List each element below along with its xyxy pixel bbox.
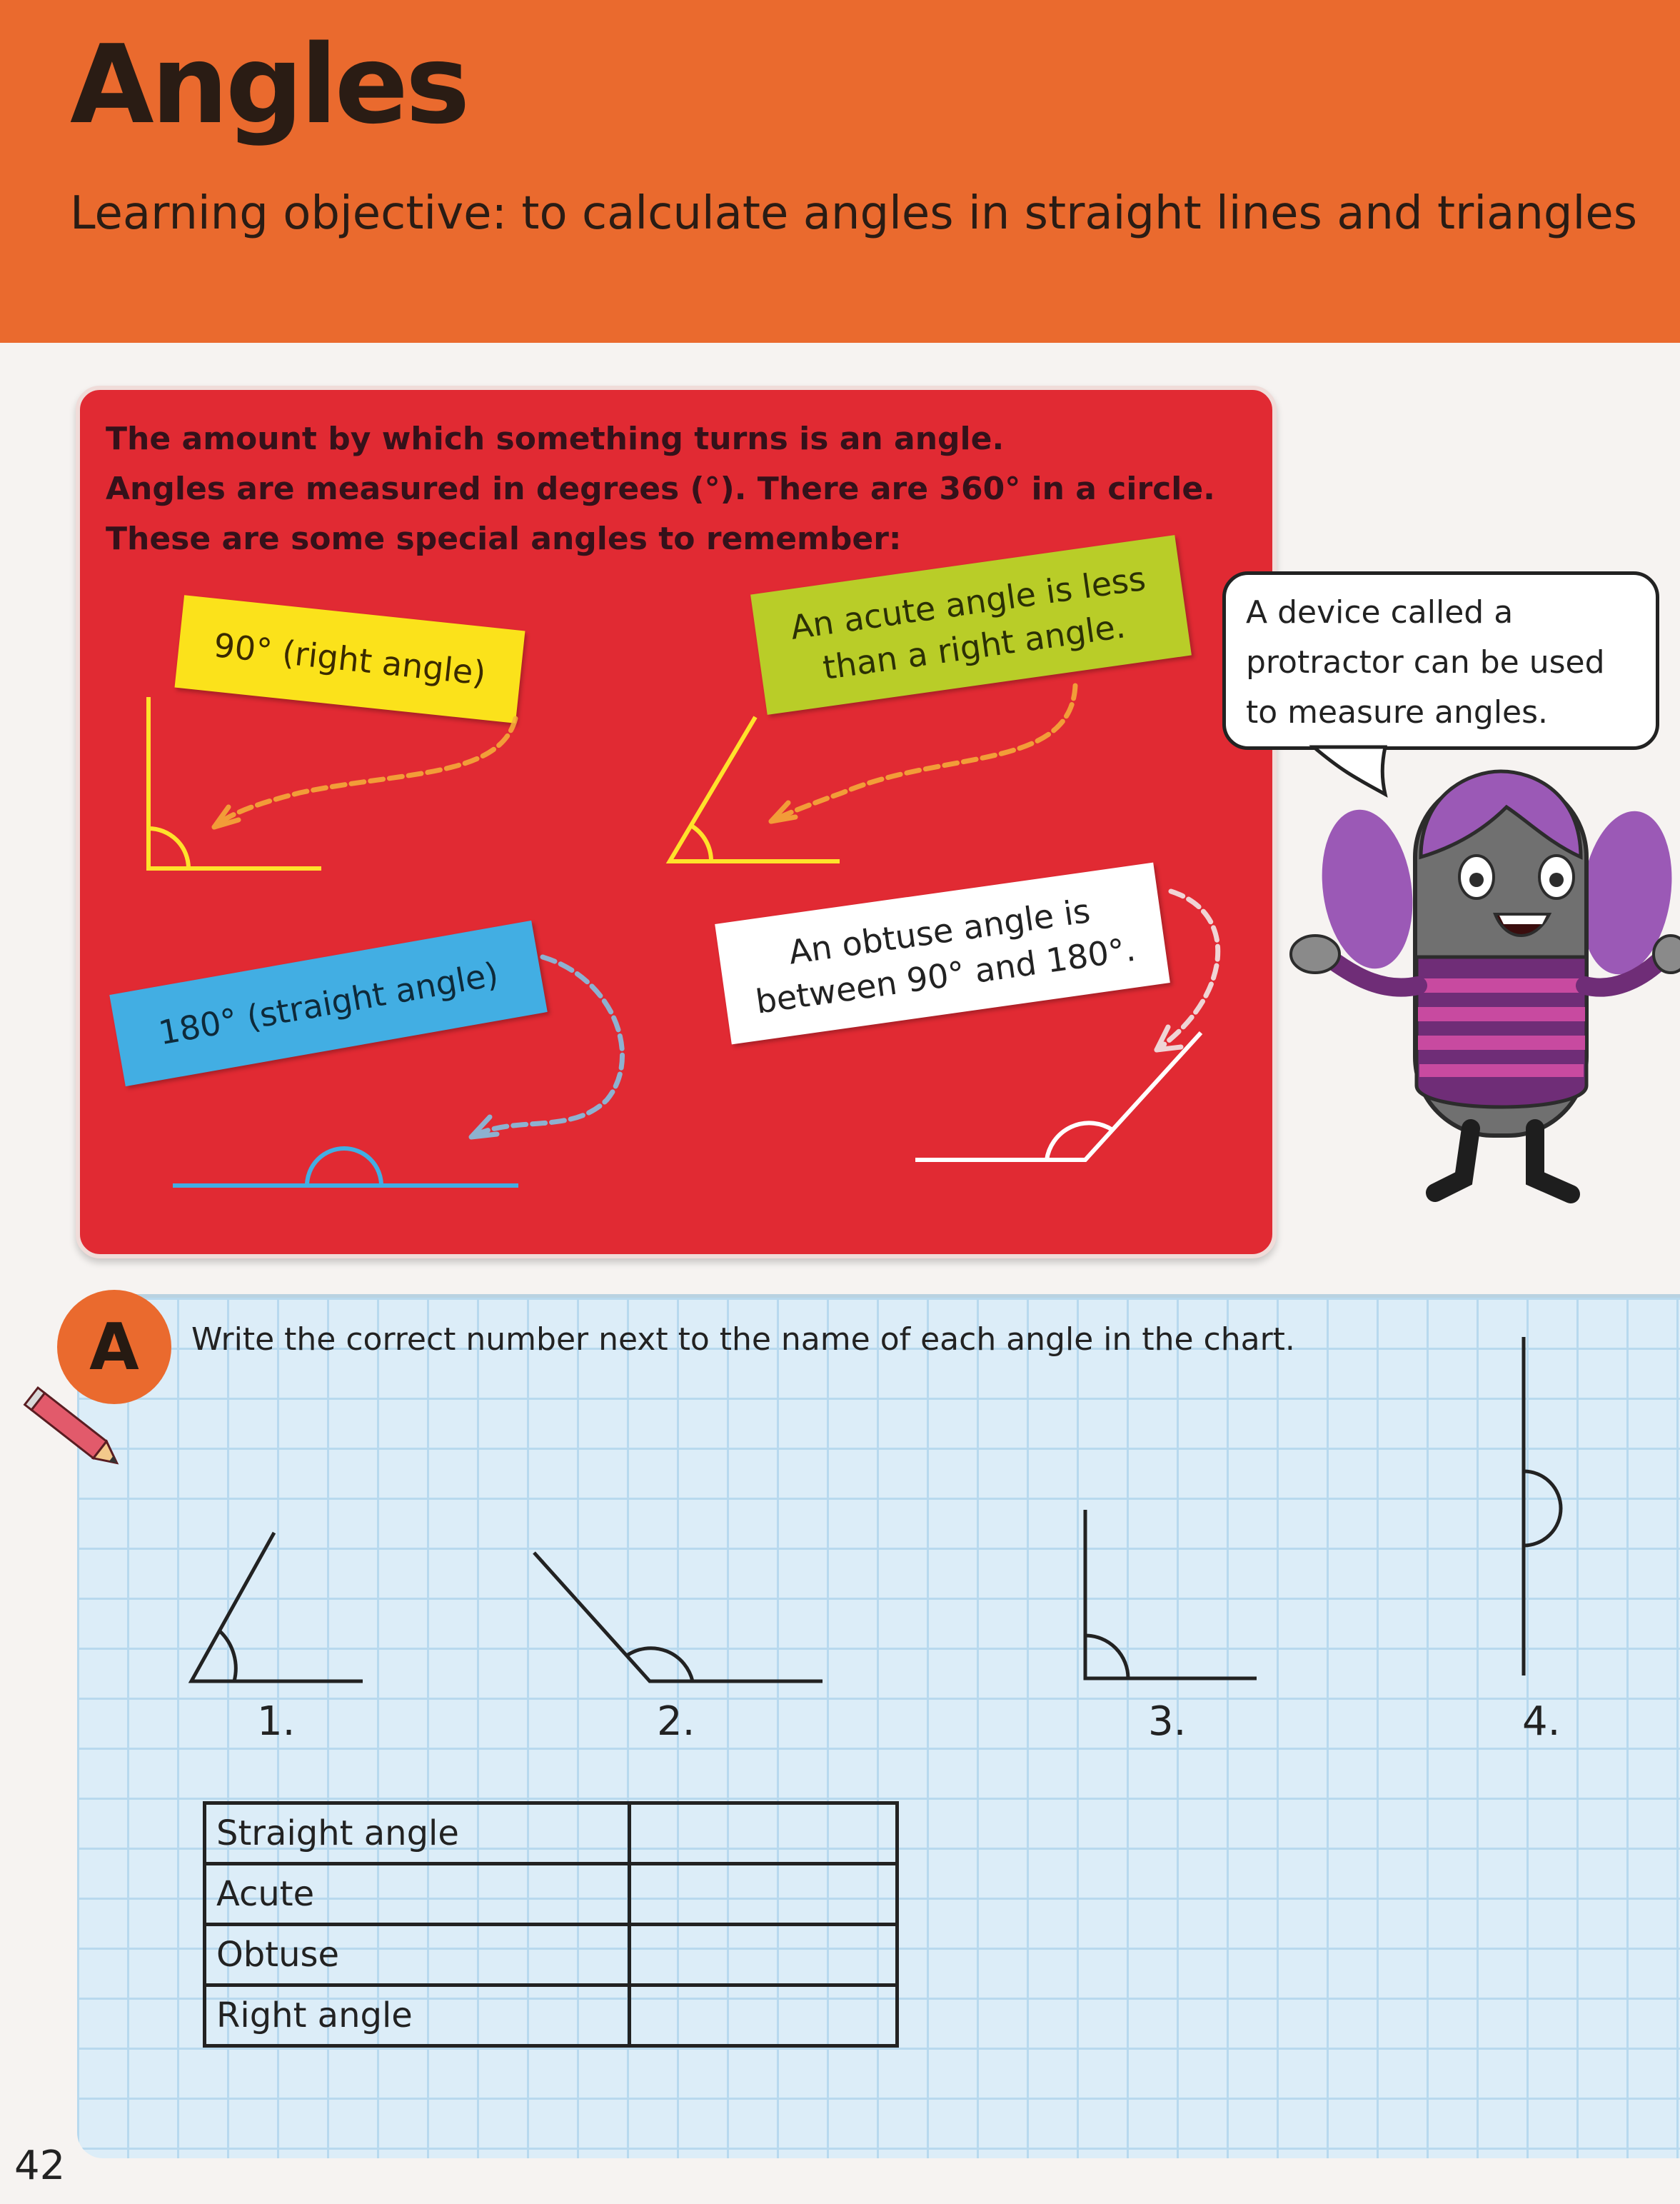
straight-angle-label: 180° (straight angle)	[109, 921, 547, 1086]
page-title: Angles	[70, 21, 468, 148]
table-row	[205, 1925, 897, 1985]
exercise-angle-1	[191, 1533, 363, 1681]
table-row	[205, 1864, 897, 1925]
arrow-to-right-angle	[214, 718, 515, 827]
figure-number-1: 1.	[257, 1698, 296, 1745]
exercise-angle-3	[1085, 1510, 1257, 1678]
speech-line-2: protractor can be used	[1246, 644, 1605, 681]
arrow-decorations	[214, 686, 1218, 1137]
acute-angle-diagram	[670, 717, 840, 861]
chart-row-label: Obtuse	[205, 1925, 630, 1985]
intro-line-1: The amount by which something turns is an angle.	[106, 421, 1005, 457]
exercise-angle-4	[1524, 1337, 1561, 1675]
straight-angle-diagram	[173, 1148, 518, 1186]
table-row	[205, 1985, 897, 2046]
intro-line-3: These are some special angles to remember:	[106, 521, 902, 557]
page-number: 42	[14, 2143, 66, 2189]
speech-bubble-tail	[1314, 747, 1385, 794]
right-angle-diagram	[149, 697, 321, 868]
arrow-to-acute-angle	[771, 686, 1075, 821]
answer-cell-right[interactable]	[630, 1985, 897, 2046]
chart-row-label: Straight angle	[205, 1803, 630, 1864]
table-row	[205, 1803, 897, 1864]
speech-line-1: A device called a	[1246, 594, 1514, 631]
figure-number-3: 3.	[1148, 1698, 1187, 1745]
figure-number-2: 2.	[657, 1698, 695, 1745]
character-illustration	[1291, 771, 1680, 1194]
section-badge: A	[57, 1290, 171, 1404]
figure-number-4: 4.	[1522, 1698, 1561, 1745]
answer-cell-obtuse[interactable]	[630, 1925, 897, 1985]
arrow-to-straight-angle	[471, 957, 623, 1137]
exercise-angle-2	[534, 1553, 823, 1681]
speech-line-3: to measure angles.	[1246, 694, 1549, 731]
right-angle-label: 90° (right angle)	[175, 595, 525, 723]
answer-chart	[203, 1801, 899, 2048]
chart-row-label: Right angle	[205, 1985, 630, 2046]
intro-line-2: Angles are measured in degrees (°). There are 360° in a circle.	[106, 471, 1215, 507]
acute-angle-label: An acute angle is less than a right angle.	[750, 535, 1192, 715]
answer-cell-straight[interactable]	[630, 1803, 897, 1864]
exercise-instruction: Write the correct number next to the name of each angle in the chart.	[191, 1321, 1295, 1358]
obtuse-angle-label: An obtuse angle is between 90° and 180°.	[715, 863, 1170, 1045]
chart-row-label: Acute	[205, 1864, 630, 1925]
answer-cell-acute[interactable]	[630, 1864, 897, 1925]
learning-objective: Learning objective: to calculate angles in straight lines and triangles	[70, 187, 1638, 240]
